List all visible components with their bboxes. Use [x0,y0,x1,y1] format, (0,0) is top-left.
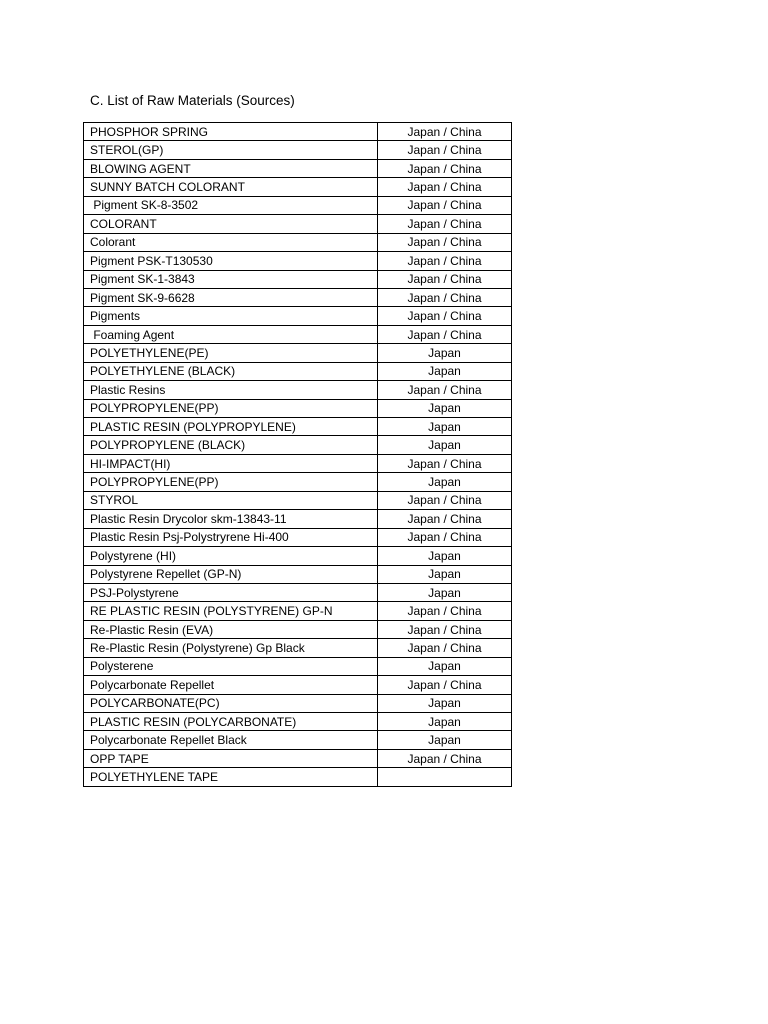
table-row [84,362,512,380]
table-row [84,713,512,731]
material-name-cell: OPP TAPE [84,749,378,767]
table-row [84,510,512,528]
material-source-cell: Japan / China [378,381,512,399]
material-name-cell: POLYPROPYLENE (BLACK) [84,436,378,454]
table-row [84,768,512,786]
material-name-cell: BLOWING AGENT [84,159,378,177]
table-row [84,141,512,159]
material-source-cell: Japan [378,731,512,749]
table-row [84,565,512,583]
material-name-cell: Polysterene [84,657,378,675]
table-row [84,639,512,657]
material-name-cell: Pigment SK-1-3843 [84,270,378,288]
material-source-cell: Japan / China [378,454,512,472]
material-name-cell: HI-IMPACT(HI) [84,454,378,472]
table-row [84,270,512,288]
material-name-cell: Polystyrene Repellet (GP-N) [84,565,378,583]
material-name-cell: Foaming Agent [84,325,378,343]
material-source-cell: Japan / China [378,270,512,288]
material-name-cell: STYROL [84,491,378,509]
table-row [84,196,512,214]
table-row [84,307,512,325]
table-row [84,233,512,251]
material-source-cell: Japan / China [378,123,512,141]
material-source-cell: Japan / China [378,676,512,694]
table-row [84,749,512,767]
table-row [84,676,512,694]
material-source-cell: Japan [378,418,512,436]
material-source-cell: Japan [378,547,512,565]
table-row [84,454,512,472]
material-name-cell: Plastic Resin Drycolor skm-13843-11 [84,510,378,528]
material-source-cell: Japan / China [378,288,512,306]
table-row [84,473,512,491]
material-source-cell: Japan / China [378,307,512,325]
table-row [84,528,512,546]
material-name-cell: SUNNY BATCH COLORANT [84,178,378,196]
material-source-cell: Japan / China [378,215,512,233]
material-name-cell: Pigment SK-8-3502 [84,196,378,214]
table-row [84,547,512,565]
raw-materials-table [83,122,512,787]
material-name-cell: Polycarbonate Repellet [84,676,378,694]
table-row [84,583,512,601]
material-name-cell: Pigment SK-9-6628 [84,288,378,306]
table-row [84,657,512,675]
page-heading: C. List of Raw Materials (Sources) [90,93,295,108]
material-source-cell: Japan [378,713,512,731]
table-row [84,436,512,454]
material-source-cell: Japan [378,583,512,601]
material-name-cell: Polystyrene (HI) [84,547,378,565]
table-row [84,602,512,620]
table-row [84,694,512,712]
material-source-cell: Japan [378,473,512,491]
table-row [84,215,512,233]
material-name-cell: POLYETHYLENE (BLACK) [84,362,378,380]
material-name-cell: PLASTIC RESIN (POLYPROPYLENE) [84,418,378,436]
material-source-cell: Japan [378,694,512,712]
material-name-cell: Pigments [84,307,378,325]
material-name-cell: POLYPROPYLENE(PP) [84,473,378,491]
table-row [84,344,512,362]
table-row [84,731,512,749]
material-source-cell: Japan / China [378,159,512,177]
material-name-cell: Pigment PSK-T130530 [84,252,378,270]
material-name-cell: POLYETHYLENE TAPE [84,768,378,786]
material-name-cell: POLYETHYLENE(PE) [84,344,378,362]
material-name-cell: Colorant [84,233,378,251]
table-row [84,252,512,270]
material-source-cell: Japan / China [378,252,512,270]
material-source-cell: Japan / China [378,510,512,528]
material-name-cell: Plastic Resins [84,381,378,399]
material-name-cell: PHOSPHOR SPRING [84,123,378,141]
material-name-cell: Polycarbonate Repellet Black [84,731,378,749]
material-name-cell: Plastic Resin Psj-Polystryrene Hi-400 [84,528,378,546]
material-source-cell: Japan / China [378,528,512,546]
raw-materials-table-body [84,123,512,787]
table-row [84,288,512,306]
table-row [84,123,512,141]
table-row [84,399,512,417]
material-source-cell: Japan / China [378,491,512,509]
material-source-cell: Japan / China [378,749,512,767]
material-source-cell: Japan / China [378,196,512,214]
material-source-cell: Japan / China [378,178,512,196]
material-name-cell: STEROL(GP) [84,141,378,159]
material-name-cell: PLASTIC RESIN (POLYCARBONATE) [84,713,378,731]
material-source-cell: Japan / China [378,233,512,251]
material-name-cell: PSJ-Polystyrene [84,583,378,601]
material-source-cell [378,768,512,786]
material-source-cell: Japan / China [378,141,512,159]
material-source-cell: Japan / China [378,620,512,638]
material-source-cell: Japan / China [378,602,512,620]
table-row [84,491,512,509]
material-source-cell: Japan [378,436,512,454]
material-name-cell: POLYCARBONATE(PC) [84,694,378,712]
material-name-cell: Re-Plastic Resin (Polystyrene) Gp Black [84,639,378,657]
material-name-cell: Re-Plastic Resin (EVA) [84,620,378,638]
material-source-cell: Japan [378,362,512,380]
material-source-cell: Japan / China [378,325,512,343]
table-row [84,620,512,638]
table-row [84,325,512,343]
material-source-cell: Japan [378,399,512,417]
material-source-cell: Japan / China [378,639,512,657]
material-source-cell: Japan [378,565,512,583]
table-row [84,418,512,436]
table-row [84,178,512,196]
material-source-cell: Japan [378,344,512,362]
table-row [84,159,512,177]
material-source-cell: Japan [378,657,512,675]
material-name-cell: COLORANT [84,215,378,233]
material-name-cell: POLYPROPYLENE(PP) [84,399,378,417]
material-name-cell: RE PLASTIC RESIN (POLYSTYRENE) GP-N [84,602,378,620]
table-row [84,381,512,399]
